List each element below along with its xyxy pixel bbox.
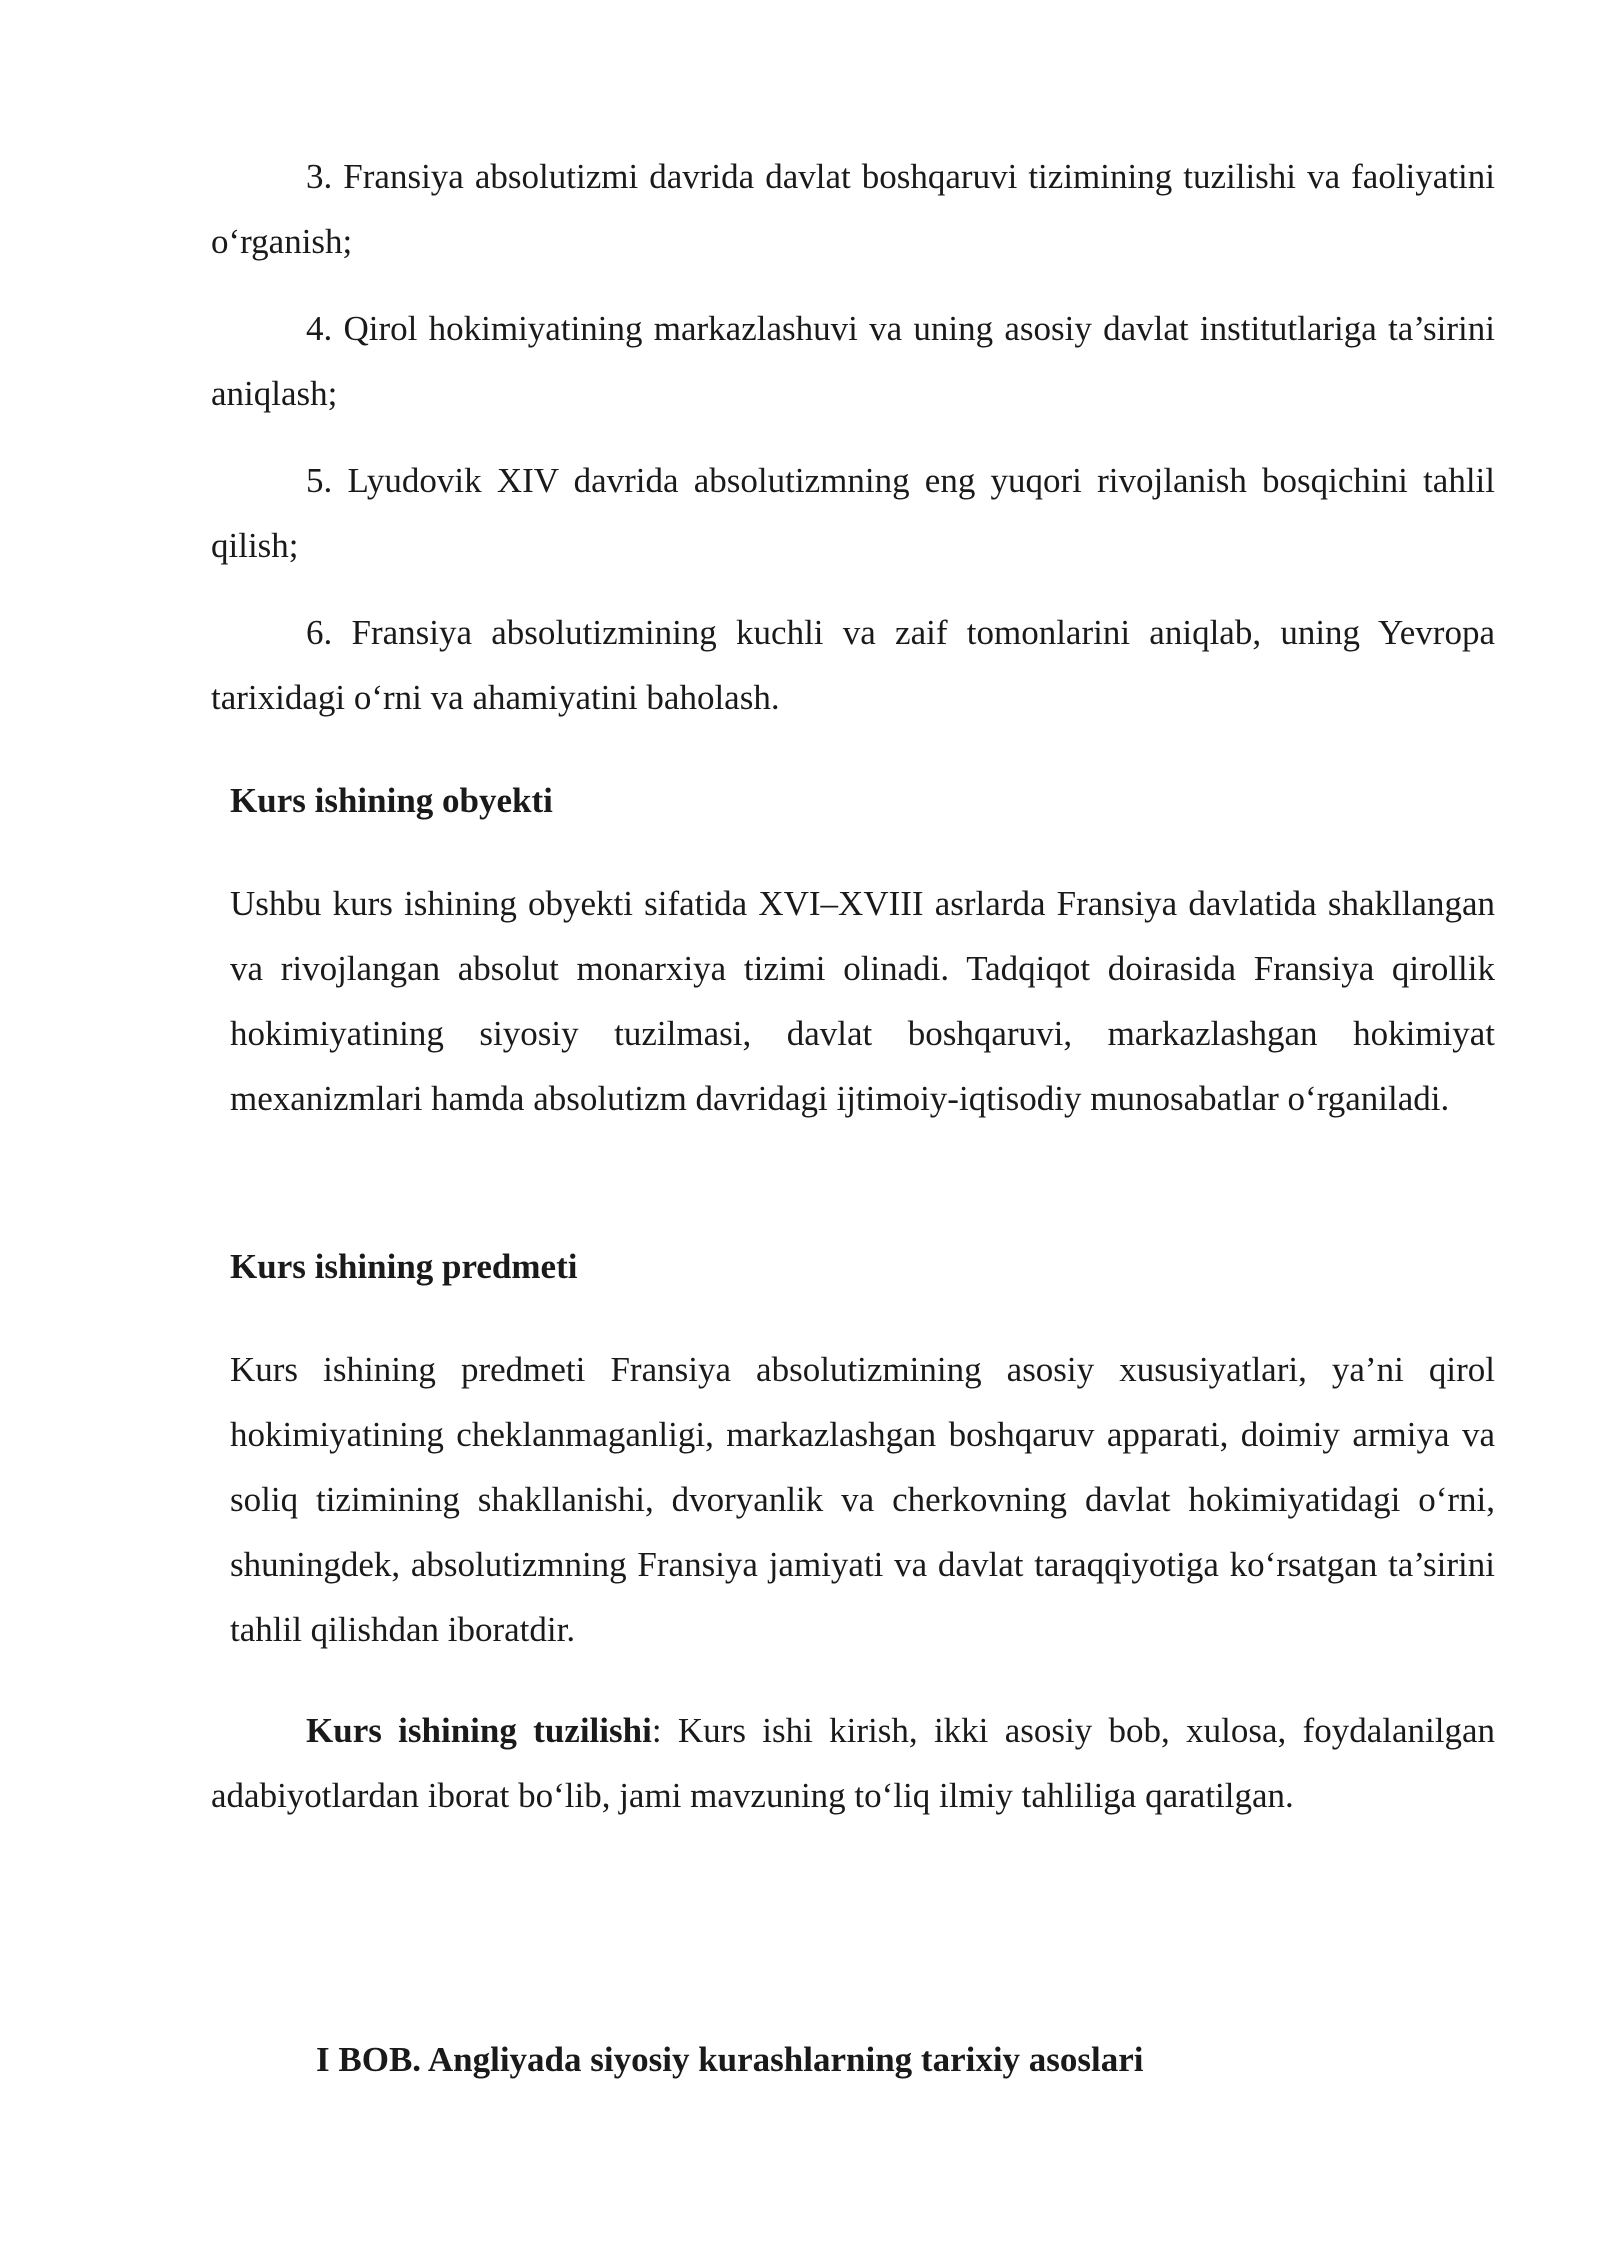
subject-heading: Kurs ishining predmeti (230, 1247, 578, 1286)
task-item-5: 5. Lyudovik XIV davrida absolutizmning eng yuqori rivojlanish bosqichini tahlil qilish; (211, 461, 1495, 565)
structure-text: Kurs ishi kirish, ikki asosiy bob, xulosa, foydalanilgan adabiyotlardan iborat bo‘lib, jami mavzuning to‘liq ilmiy tahliliga qaratilgan. (211, 1711, 1496, 1815)
subject-paragraph: Kurs ishining predmeti Fransiya absolutizmining asosiy xususiyatlari, ya’ni qirol hokimiyatining cheklanmaganligi, markazlashgan boshqaruv apparati, doimiy armiya va soliq tizimining shakllanishi, dvoryanlik va cherkovning davlat hokimiyatidagi o‘rni, shuningdek, absolutizmning Fransiya jamiyati va davlat taraqqiyotiga ko‘rsatgan ta’sirini tahlil qilishdan iboratdir. (230, 1350, 1495, 1649)
task-item-4: 4. Qirol hokimiyatining markazlashuvi va uning asosiy davlat institutlariga ta’sirini aniqlash; (211, 309, 1495, 413)
structure-separator: : (651, 1711, 662, 1750)
object-heading: Kurs ishining obyekti (230, 781, 553, 820)
chapter-title: I BOB. Angliyada siyosiy kurashlarning tarixiy asoslari (316, 2040, 1144, 2079)
structure-label: Kurs ishining tuzilishi (306, 1711, 652, 1750)
object-paragraph: Ushbu kurs ishining obyekti sifatida XVI–XVIII asrlarda Fransiya davlatida shakllangan va rivojlangan absolut monarxiya tizimi olinadi. Tadqiqot doirasida Fransiya qirollik hokimiyatining siyosiy tuzilmasi, davlat boshqaruvi, markazlashgan hokimiyat mexanizmlari hamda absolutizm davridagi ijtimoiy-iqtisodiy munosabatlar o‘rganiladi. (230, 884, 1495, 1118)
task-item-3: 3. Fransiya absolutizmi davrida davlat boshqaruvi tizimining tuzilishi va faoliyatini o‘rganish; (211, 157, 1495, 261)
structure-paragraph (211, 1698, 1495, 1828)
task-item-6: 6. Fransiya absolutizmining kuchli va zaif tomonlarini aniqlab, uning Yevropa tarixidagi o‘rni va ahamiyatini baholash. (211, 613, 1495, 717)
